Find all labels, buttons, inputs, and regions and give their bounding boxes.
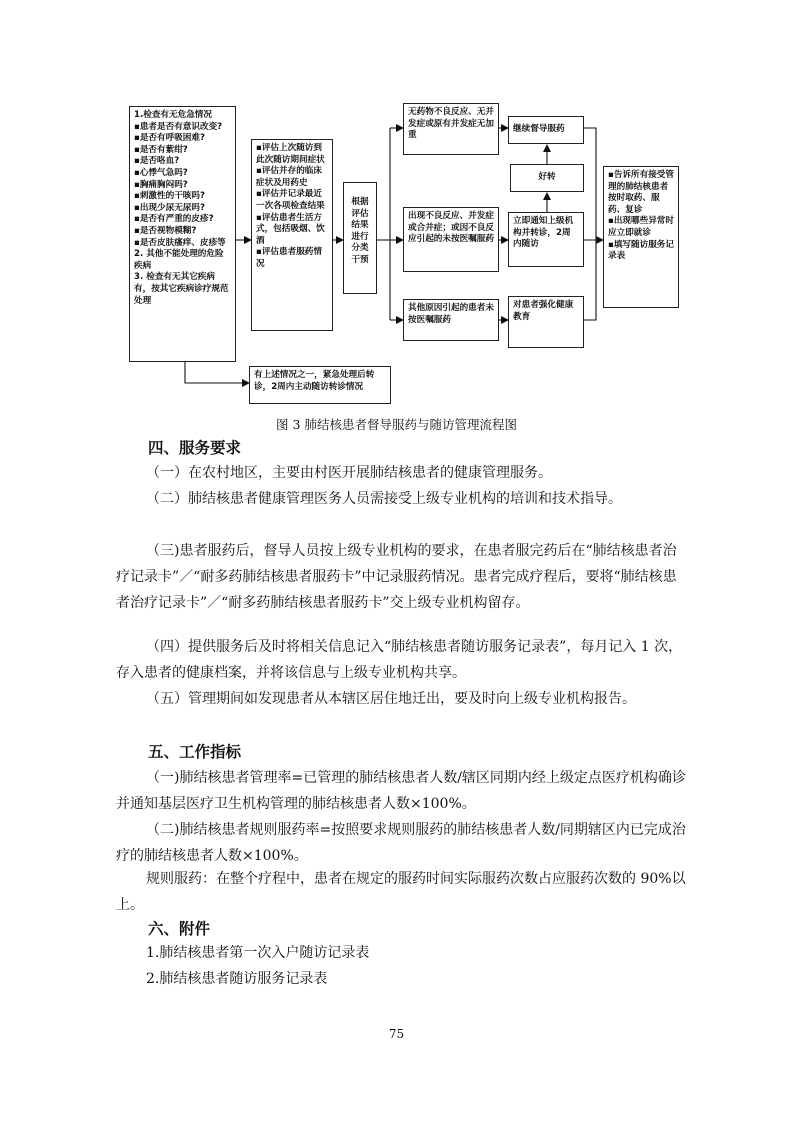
section4-paragraph-3: （三)患者服药后，督导人员按上级专业机构的要求，在患者服完药后在“肺结核患者治疗记录卡”／“耐多药肺结核患者服药卡”中记录服药情况。患者完成疗程后，要将“肺结核患者治疗记录卡”／“耐多药肺结核患者服药卡”交上级专业机构留存。 bbox=[116, 543, 677, 611]
box-emergency-referral: 有上述情况之一，紧急处理后转诊，2周内主动随访转诊情况 bbox=[249, 366, 391, 404]
section5-paragraph-2: （二)肺结核患者规则服药率=按照要求规则服药的肺结核患者人数/同期辖区内已完成治疗的肺结核患者人数×100%。 bbox=[116, 822, 686, 864]
box-continue-supervision: 继续督导服药 bbox=[508, 116, 584, 144]
section6-heading: 六、附件 bbox=[148, 920, 211, 938]
attachment-item-1: 1.肺结核患者第一次入户随访记录表 bbox=[146, 945, 370, 961]
box-health-education: 对患者强化健康教育 bbox=[508, 296, 584, 348]
box-no-adverse: 无药物不良反应、无并发症或原有并发症无加重 bbox=[403, 103, 499, 155]
figure-caption: 图 3 肺结核患者督导服药与随访管理流程图 bbox=[276, 417, 517, 432]
box-other-reason: 其他原因引起的患者未按医嘱服药 bbox=[403, 299, 499, 341]
section5-paragraph-3: 规则服药：在整个疗程中，患者在规定的服药时间实际服药次数占应服药次数的 90%以上。 bbox=[116, 871, 686, 913]
section4-paragraph-5: （五）管理期间如发现患者从本辖区居住地迁出，要及时向上级专业机构报告。 bbox=[146, 691, 636, 707]
section4-heading: 四、服务要求 bbox=[148, 439, 242, 457]
box-assessment: ▪评估上次随访到此次随访期间症状 ▪评估并存的临床症状及用药史 ▪评估并记录最近一次各项检查结果 ▪评估患者生活方式，包括吸烟、饮酒 ▪评估患者服药情况 bbox=[251, 139, 333, 331]
box-improved: 好转 bbox=[510, 164, 584, 192]
box-adverse-reaction: 出现不良反应、并发症或合并症；或因不良反应引起的未按医嘱服药 bbox=[403, 207, 499, 272]
section4-paragraph-4: （四）提供服务后及时将相关信息记入“肺结核患者随访服务记录表”，每月记入 1 次，存入患者的健康档案，并将该信息与上级专业机构共享。 bbox=[116, 639, 683, 681]
box-danger-check: 1.检查有无危急情况 ▪患者是否有意识改变? ▪是否有呼吸困难? ▪是否有紫绀? ▪是否咯血? ▪心悸气急吗? ▪胸痛胸闷吗? ▪刺激性的干咳吗? ▪出现少尿无尿吗? ▪是否有严重的皮疹? ▪是否视物模糊? ▪是否皮肤瘙痒、皮疹等 2. 其他不能处理的危险疾病 3. 检查有无其它疾病有，按其它疾病诊疗规范处理 bbox=[129, 106, 236, 362]
box-inform-patients: ▪告诉所有接受管理的肺结核患者按时取药、服药、复诊 ▪出现哪些异常时应立即就诊 ▪填写随访服务记录表 bbox=[603, 166, 679, 308]
box-classify: 根据 评估 结果 进行 分类 干预 bbox=[343, 182, 377, 294]
page-number: 75 bbox=[388, 1027, 405, 1041]
section4-paragraph-1: （一）在农村地区，主要由村医开展肺结核患者的健康管理服务。 bbox=[146, 465, 552, 481]
section5-paragraph-1: （一)肺结核患者管理率=已管理的肺结核患者人数/辖区同期内经上级定点医疗机构确诊并通知基层医疗卫生机构管理的肺结核患者人数×100%。 bbox=[116, 770, 686, 812]
box-refer: 立即通知上级机构并转诊，2周内随访 bbox=[508, 212, 584, 267]
attachment-item-2: 2.肺结核患者随访服务记录表 bbox=[146, 971, 328, 987]
section5-heading: 五、工作指标 bbox=[148, 743, 242, 761]
section4-paragraph-2: （二）肺结核患者健康管理医务人员需接受上级专业机构的培训和技术指导。 bbox=[146, 491, 622, 507]
